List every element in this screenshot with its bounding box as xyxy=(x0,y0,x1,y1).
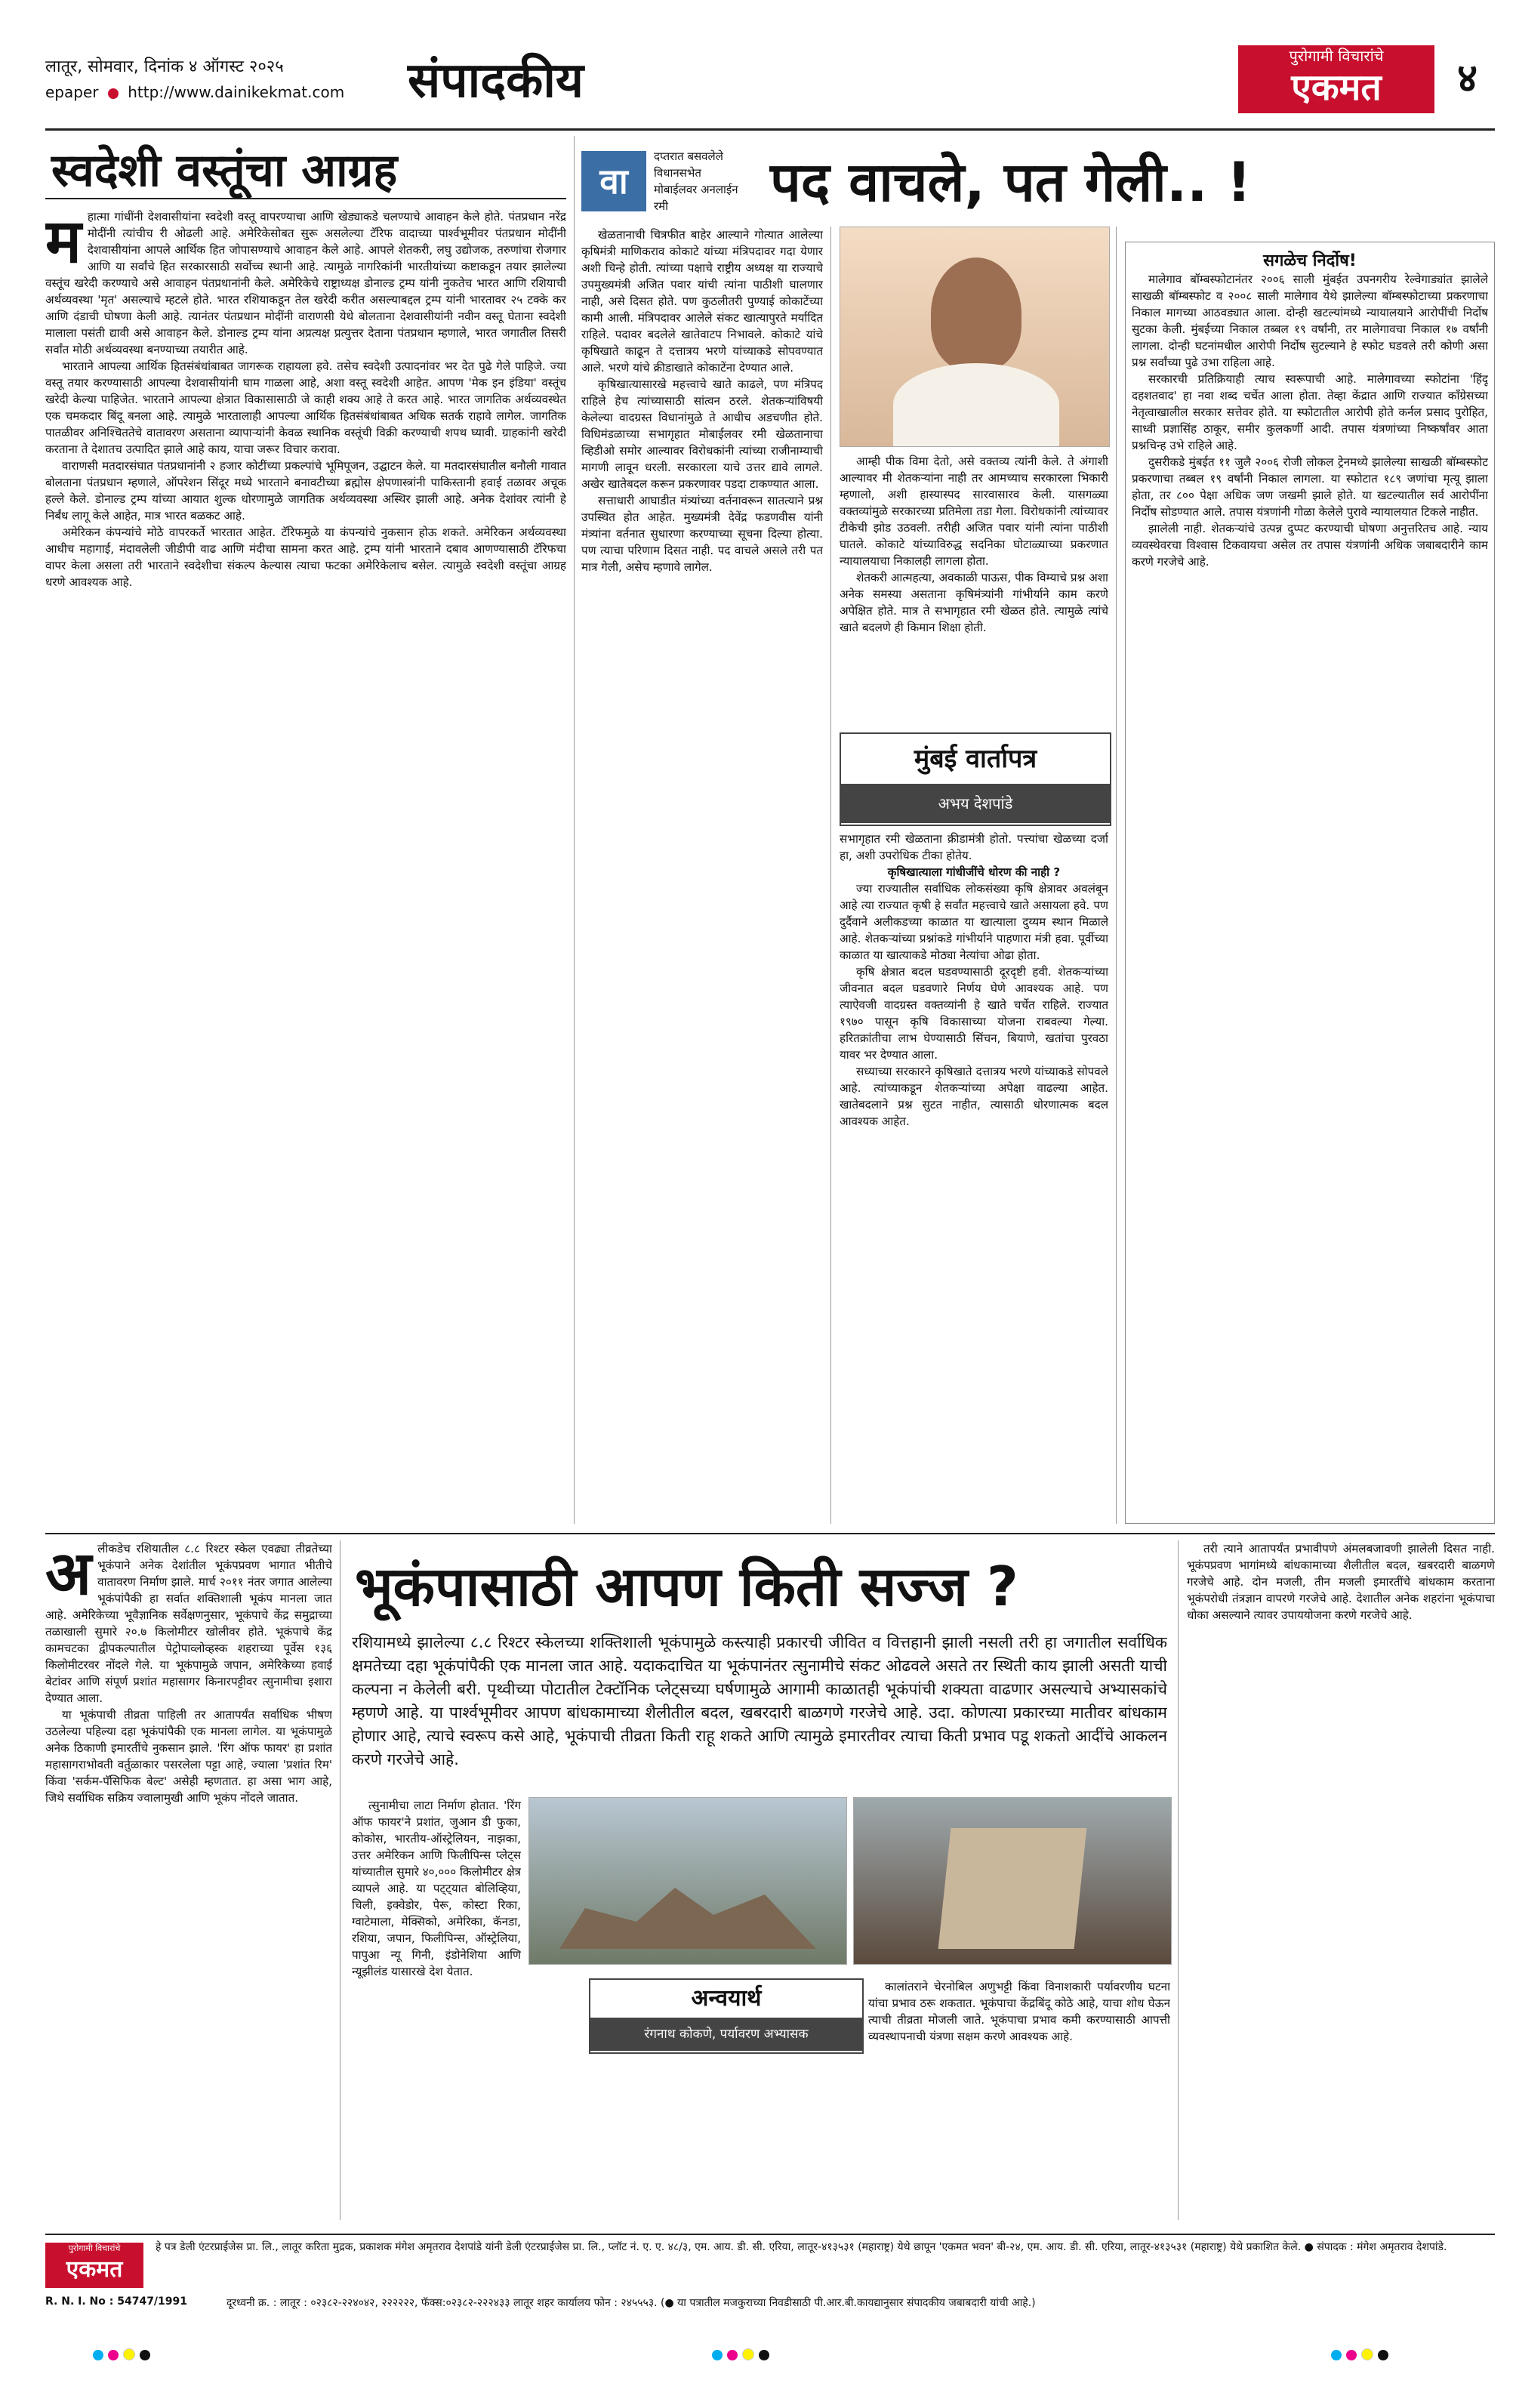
editorial2-col3 xyxy=(840,453,1108,725)
yellow-mark xyxy=(1361,2348,1373,2360)
editorial2-title: पद वाचले, पत गेली.. ! xyxy=(770,150,1252,214)
sidebar-title: सगळेच निर्दोष! xyxy=(1263,251,1357,270)
footer-rni: R. N. I. No : 54747/1991 xyxy=(45,2295,188,2308)
editorial1-title-rule xyxy=(45,198,566,199)
magenta-mark xyxy=(727,2350,738,2360)
sidebar-body xyxy=(1132,271,1488,1509)
epaper-label: epaper xyxy=(45,83,99,101)
editorial2-kicker: दप्तरात बसवलेले विधानसभेत मोबाईलवर अनलाईन रमी xyxy=(654,150,738,213)
cyan-mark xyxy=(712,2350,723,2360)
editorial2-col3-para: आम्ही पीक विमा देतो, असे वक्तव्य त्यांनी केले. ते अंगाशी आल्यावर मी शेतकऱ्यांना नाही तर आमच्याच सरकारला भिकारी म्हणालो, अशी हास्यास्पद सारवासारव केली. यासगळ्या वक्तव्यांमुळे सरकारच्या प्रतिमेला तडा गेला. विरोधकांनी त्यांच्यावर टीकेची झोड उठवली. तरीही अजित पवार यांनी त्यांना पाठीशी घातले. कोकाटे यांच्याविरुद्ध सदनिका घोटाळ्याच्या प्रकरणात न्यायालयाचा निकालही लागला होता. xyxy=(840,455,1108,568)
masthead xyxy=(45,45,1495,136)
editorial1-title: स्वदेशी वस्तूंचा आग्रह xyxy=(51,144,398,197)
brand-logo xyxy=(1238,45,1434,113)
editorial3-para: लीकडेच रशियातील ८.८ रिश्टर स्केल एवढ्या तीव्रतेच्या भूकंपाने अनेक देशांतील भूकंपप्रवण भागात भीतीचे वातावरण निर्माण झाले. मार्च २०११ नंतर जगात आलेल्या भूकंपांपैकी हा सर्वात शक्तिशाली भूकंप मानला जात आहे. अमेरिकेच्या भूवैज्ञानिक सर्वेक्षणनुसार, भूकंपाचे केंद्र समुद्राच्या तळाखाली सुमारे २०.७ किलोमीटर खोलीवर होते. भूकंपाचे केंद्र कामचटका द्वीपकल्पातील पेट्रोपाव्लोव्हस्क शहराच्या पूर्वेस १३६ किलोमीटरवर नोंदले गेले. या भूकंपामुळे जपान, अमेरिकेच्या हवाई बेटांवर आणि संपूर्ण प्रशांत महासागर किनारपट्टीवर त्सुनामीचा इशारा देण्यात आला. xyxy=(45,1542,332,1705)
column-divider xyxy=(574,136,575,1524)
yellow-mark xyxy=(742,2348,754,2360)
anvayarth-box xyxy=(589,1978,864,2054)
anvayarth-title: अन्वयार्थ xyxy=(691,1985,762,2012)
editorial1-para: अमेरिकन कंपन्यांचे मोठे वापरकर्ते भारतात आहेत. टॅरिफमुळे या कंपन्यांचे नुकसान होऊ शकते. अमेरिकन अर्थव्यवस्था आधीच महागाई, मंदावलेली जीडीपी वाढ आणि मंदीचा सामना करत आहे. ट्रम्प यांनी भारताने दबाव आणण्यासाठी टॅरिफचा वापर केला असला तरी भारताने स्वदेशीचा संकल्प केल्यास त्याचा फटका अमेरिकेलाच बसेल. त्यामुळे स्वदेशी वस्तूंचा आग्रह धरणे आवश्यक आहे. xyxy=(45,526,566,589)
black-mark xyxy=(759,2350,769,2360)
rubble-shape xyxy=(559,1881,816,1949)
masthead-rule xyxy=(45,128,1495,131)
editorial3-dropcap: अ xyxy=(45,1540,92,1608)
section-title: संपादकीय xyxy=(408,53,584,109)
editorial1-body xyxy=(45,208,566,1524)
editorial2-para: खेळतानाची चित्रफीत बाहेर आल्याने गोत्यात आलेल्या कृषिमंत्री माणिकराव कोकाटे यांच्या मंत्रिपदावर गदा येणार अशी चिन्हे होती. त्यांच्या पक्षाचे राष्ट्रीय अध्यक्ष या राज्याचे उपमुख्यमंत्री अजित पवार यांची त्यांना पाठीशी घालणार नाही, असे दिसत होते. पण कुठलीतरी पुण्याई कोकाटेंच्या कामी आली. मंत्रिपदावर आलेले संकट खात्यापुरते मर्यादित राहिले. पदावर बदलेले खातेवाटप निभावले. कोकाटे यांचे कृषिखाते काढून ते दत्तात्रय भरणे यांच्याकडे सोपवण्यात आले. भरणे यांचे क्रीडाखाते कोकाटेंना देण्यात आले. xyxy=(581,228,823,375)
black-mark xyxy=(1378,2350,1388,2360)
column-divider xyxy=(1116,227,1117,1524)
yellow-mark xyxy=(123,2348,135,2360)
editorial3-para: त्सुनामीचा लाटा निर्माण होतात. 'रिंग ऑफ फायर'ने प्रशांत, जुआन डी फुका, कोकोस, भारतीय-ऑस्ट्रेलियन, नाझका, उत्तर अमेरिकन आणि फिलीपिन्स प्लेट्स यांच्यातील सुमारे ४०,००० किलोमीटर क्षेत्र व्यापले आहे. या पट्ट्यात बोलिव्हिया, चिली, इक्वेडोर, पेरू, कोस्टा रिका, ग्वाटेमाला, मेक्सिको, अमेरिका, कॅनडा, रशिया, जपान, फिलीपिन्स, ऑस्ट्रेलिया, पापुआ न्यू गिनी, इंडोनेशिया आणि न्यूझीलंड यासारखे देश येतात. xyxy=(352,1799,521,1978)
footer-rule xyxy=(45,2234,1495,2235)
column-divider xyxy=(830,227,831,1524)
mumbai-para: ज्या राज्यातील सर्वाधिक लोकसंख्या कृषि क्षेत्रावर अवलंबून आहे त्या राज्यात कृषी हे सर्वांत महत्त्वाचे खाते असायला हवे. पण दुर्दैवाने अलीकडच्या काळात या खात्याला दुय्यम स्थान मिळाले आहे. शेतकऱ्यांच्या प्रश्नांकडे गांभीर्याने पाहणारा मंत्री हवा. पूर्वीच्या काळात या खात्याकडे मोठ्या नेत्यांचा ओढा होता. xyxy=(840,882,1108,962)
footer-logo-name: एकमत xyxy=(66,2256,123,2283)
minister-photo xyxy=(840,227,1110,447)
magenta-mark xyxy=(108,2350,119,2360)
globe-icon xyxy=(108,88,119,99)
cyan-mark xyxy=(93,2350,103,2360)
editorial1-para: भारताने आपल्या आर्थिक हितसंबंधांबाबत जागरूक राहायला हवे. तसेच स्वदेशी उत्पादनांवर भर देत पुढे गेले पाहिजे. ज्या वस्तू तयार करण्यासाठी आपल्या देशवासीयांनी घाम गाळला आहे, अशा वस्तू स्वदेशी आहेत. आपण 'मेक इन इंडिया' वस्तूंच खरेदी केल्या पाहिजेत. भारताने आपल्या क्षेत्रात विकासासाठी जे काही शक्य आहे ते करत आहे. भारत जागतिक अर्थव्यवस्थेत एक चमकदार बिंदू बनला आहे. त्यामुळे भारतालाही आपल्या आर्थिक हितसंबंधांबाबत अधिक सतर्क राहावे लागेल. जागतिक पातळीवर अनिश्चिततेचे वातावरण असताना व्यापाऱ्यांनी केवळ स्थानिक वस्तूंची विक्री करण्याची शपथ घ्यावी. ग्राहकांनी खरेदी करताना ते देशातच उत्पादित झाले आहे काय, याचा जरूर विचार करावा. xyxy=(45,359,566,456)
mumbai-para: कृषि क्षेत्रात बदल घडवण्यासाठी दूरदृष्टी हवी. शेतकऱ्यांच्या जीवनात बदल घडवणारे निर्णय घेणे आवश्यक आहे. पण त्याऐवजी वादग्रस्त वक्तव्यांनी हे खाते चर्चेत राहिले. राज्यात १९७० पासून कृषि विकासाच्या योजना राबवल्या गेल्या. हरितक्रांतीचा लाभ घेण्यासाठी सिंचन, बियाणे, खतांचा पुरवठा यावर भर देण्यात आला. xyxy=(840,965,1108,1062)
website-link[interactable]: http://www.dainikekmat.com xyxy=(128,83,345,101)
shirt-shape xyxy=(893,363,1059,446)
building-shape xyxy=(938,1828,1087,1949)
cyan-mark xyxy=(1331,2350,1342,2360)
sidebar-para: मालेगाव बॉम्बस्फोटानंतर २००६ साली मुंबईत उपनगरीय रेल्वेगाड्यांत झालेले साखळी बॉम्बस्फोट व २००८ साली मालेगाव येथे झालेल्या बॉम्बस्फोटाच्या प्रकरणाचा निकाल मागच्या आठवड्यात आला. दोन्ही खटल्यांमध्ये न्यायालयाने आरोपींची निर्दोष सुटका केली. मुंबईच्या निकाल तब्बल १९ वर्षांनी, तर मालेगावचा निकाल १७ वर्षांनी लागला. दोन्ही घटनांमधील आरोपी निर्दोष सुटल्याने हे स्फोट घडवले तरी कोणी असा प्रश्न सर्वांच्या पुढे उभा राहिला आहे. xyxy=(1132,273,1488,369)
registration-marks-right xyxy=(1329,2348,1391,2363)
section-rule xyxy=(45,1533,1495,1534)
footer-logo-tag: पुरोगामी विचारांचे xyxy=(68,2243,121,2253)
editorial3-lead: रशियामध्ये झालेल्या ८.८ रिश्टर स्केलच्या शक्तिशाली भूकंपामुळे कस्त्याही प्रकारची जीवित व वित्तहानी झाली नसली तरी हा जगातील सर्वाधिक क्षमतेच्या दहा भूकंपांपैकी एक मानला जात आहे. यदाकदाचित या भूकंपानंतर त्सुनामीचे संकट ओढवले असते तर स्थिती काय झाली असती याची कल्पना न केलेली बरी. पृथ्वीच्या पोटातील टेक्टॉनिक प्लेट्सच्या घर्षणामुळे आगामी काळातही भूकंपांची शक्यता वाढणार असल्याचे अभ्यासकांचे म्हणणे आहे. या पार्श्वभूमीवर आपण बांधकामाच्या शैलीतील बदल, खबरदारी बाळगणे गरजेचे आहे. उदा. कोणत्या प्रकारच्या मातीवर बांधकाम होणार आहे, त्याचे स्वरूप कसे आहे, भूकंपाची तीव्रता किती राहू शकते आणि त्यामुळे इमारतीवर त्याचा किती प्रभाव पडू शकतो आदींचे आकलन करणे गरजेचे आहे. xyxy=(352,1633,1167,1768)
black-mark xyxy=(140,2350,150,2360)
quake-photo-right xyxy=(853,1797,1172,1965)
footer-imprint: हे पत्र डेली एंटरप्राईजेस प्रा. लि., लातूर करिता मुद्रक, प्रकाशक मंगेश अमृतराव देशपांडे यांनी डेली एंटरप्राईजेस प्रा. लि., प्लॉट नं. ए. ए. ४८/३, एम. आय. डी. सी. एरिया, लातूर-४१३५३१ (महाराष्ट्र) येथे छापून 'एकमत भवन' बी-२४, एम. आय. डी. सी. एरिया, लातूर-४१३५३१ (महाराष्ट्र) येथे प्रकाशित केले. ● संपादक : मंगेश अमृतराव देशपांडे. xyxy=(156,2241,1447,2253)
mumbai-column-author: अभय देशपांडे xyxy=(841,784,1110,823)
page-number: ४ xyxy=(1457,56,1478,101)
quake-photo-left xyxy=(528,1797,847,1965)
registration-marks-center xyxy=(710,2348,772,2363)
sidebar-malegaon xyxy=(1125,242,1495,1524)
editorial3-mid xyxy=(352,1797,521,2220)
registration-marks-left xyxy=(91,2348,153,2363)
mumbai-lead: सभागृहात रमी खेळताना क्रीडामंत्री होतो. पत्त्यांचा खेळच्या दर्जा हा, अशी उपरोधिक टीका होतेय. xyxy=(840,832,1108,862)
editorial2-para: कृषिखात्यासारखे महत्त्वाचे खाते काढले, पण मंत्रिपद राहिले हेच त्यांच्यासाठी सांत्वन ठरले. शेतकऱ्यांविषयी केलेल्या वादग्रस्त विधानांमुळे ते आधीच अडचणीत होते. विधिमंडळाच्या सभागृहात मोबाईलवर रमी खेळतानाचा व्हिडीओ समोर आल्यावर विरोधकांनी त्यांच्या राजीनाम्याची मागणी लावून धरली. सरकारला याचे उत्तर द्यावे लागले. अखेर खातेबदल करून प्रकरणावर पडदा टाकण्यात आला. xyxy=(581,378,823,491)
mumbai-column-box xyxy=(840,732,1111,826)
anvayarth-author: रंगनाथ कोकणे, पर्यावरण अभ्यासक xyxy=(590,2018,862,2051)
sidebar-para: झालेली नाही. शेतकऱ्यांचे उत्पन्न दुप्पट करण्याची घोषणा अनुत्तरितच आहे. न्याय व्यवस्थेवरचा विश्वास टिकवायचा असेल तर तपास यंत्रणांनी अधिक जबाबदारीने काम करणे गरजेचे आहे. xyxy=(1132,522,1488,569)
dateline: लातूर, सोमवार, दिनांक ४ ऑगस्ट २०२५ xyxy=(45,57,284,76)
sidebar-para: दुसरीकडे मुंबईत ११ जुलै २००६ रोजी लोकल ट्रेनमध्ये झालेल्या साखळी बॉम्बस्फोट प्रकरणाचा तब्बल १९ वर्षांनी निकाल लागला. या स्फोटात १८९ जणांचा मृत्यू झाला होता, तर ८०० पेक्षा अधिक जण जखमी झाले होते. या खटल्यातील सर्व आरोपींना निर्दोष सोडण्यात आले. तपास यंत्रणांनी गोळा केलेले पुरावे न्यायालयात टिकले नाहीत. xyxy=(1132,455,1488,519)
editorial3-para: या भूकंपाची तीव्रता पाहिली तर आतापर्यंत सर्वाधिक भीषण उठलेल्या पहिल्या दहा भूकंपांपैकी एक मानला लागेल. या भूकंपामुळे अनेक ठिकाणी इमारतींचे नुकसान झाले. 'रिंग ऑफ फायर' हा प्रशांत महासागराभोवती वर्तुळाकार पसरलेला पट्टा आहे, ज्याला 'प्रशांत रिम' किंवा 'सर्कम-पॅसिफिक बेल्ट' असेही म्हणतात. हा असा भाग आहे, जिथे सर्वाधिक सक्रिय ज्वालामुखी आणि भूकंप नोंदले जातात. xyxy=(45,1708,332,1805)
mumbai-column-title: मुंबई वार्तापत्र xyxy=(914,744,1037,774)
magenta-mark xyxy=(1346,2350,1357,2360)
epaper-line xyxy=(45,83,344,101)
editorial2-para: सत्ताधारी आघाडीत मंत्र्यांच्या वर्तनावरून सातत्याने प्रश्न उपस्थित होत आहेत. मुख्यमंत्री देवेंद्र फडणवीस यांनी मंत्र्यांना वर्तनात सुधारणा करण्याच्या सूचना दिल्या होत्या. पण त्याचा परिणाम दिसत नाही. पद वाचले असले तरी पत मात्र गेली, असेच म्हणावे लागेल. xyxy=(581,494,823,574)
editorial2-col3-para: शेतकरी आत्महत्या, अवकाळी पाऊस, पीक विम्याचे प्रश्न अशा अनेक समस्या असताना कृषिमंत्र्यांनी गांभीर्याने काम करणे अपेक्षित होते. मात्र ते सभागृहात रमी खेळत होते. त्यामुळे त्यांचे खाते बदलणे ही किमान शिक्षा होती. xyxy=(840,571,1108,634)
editorial2-col1 xyxy=(581,227,823,1524)
editorial1-dropcap: म xyxy=(45,208,82,276)
brand-tagline: पुरोगामी विचारांचे xyxy=(1289,47,1384,65)
sidebar-para: सरकारची प्रतिक्रियाही त्याच स्वरूपाची आहे. मालेगावच्या स्फोटांना 'हिंदू दहशतवाद' हा नवा शब्द चर्चेत आला होता. तेव्हा केंद्रात आणि राज्यात काँग्रेसच्या नेतृत्वाखालील सरकार सत्तेवर होते. या स्फोटातील आरोपी होते कर्नल प्रसाद पुरोहित, साध्वी प्रज्ञासिंह ठाकूर, समीर कुलकर्णी आदी. तपास यंत्रणांच्या निष्कर्षांवर आता प्रश्नचिन्ह उभे राहिले आहे. xyxy=(1132,372,1488,452)
column-divider xyxy=(1178,1540,1179,2220)
editorial3-left xyxy=(45,1540,332,2220)
editorial3-para: तरी त्याने आतापर्यंत प्रभावीपणे अंमलबजावणी झालेली दिसत नाही. भूकंपप्रवण भागांमध्ये बांधकामाच्या शैलीतील बदल, खबरदारी बाळगणे गरजेचे आहे. दोन मजली, तीन मजली इमारतींचे बांधकाम करताना भूकंपरोधी तंत्रज्ञान वापरणे गरजेचे आहे. देशातील अनेक शहरांना भूकंपाचा धोका असल्याने त्यावर उपाययोजना करणे गरजेचे आहे. xyxy=(1187,1542,1495,1622)
editorial3-para: कालांतराने चेरनोबिल अणुभट्टी किंवा विनाशकारी पर्यावरणीय घटना यांचा प्रभाव ठरू शकतात. भूकंपाचा केंद्रबिंदू कोठे आहे, याचा शोध घेऊन त्याची तीव्रता मोजली जाते. भूकंपाचा प्रभाव कमी करण्यासाठी आपत्ती व्यवस्थापनाची यंत्रणा सक्षम करणे आवश्यक आहे. xyxy=(868,1980,1170,2043)
editorial3-far-right xyxy=(1187,1540,1495,2220)
footer-contacts: दूरध्वनी क्र. : लातूर : ०२३८२-२२४०४२, २२२२२२, फॅक्स:०२३८२-२२२४३३ लातूर शहर कार्यालय फोन : २४५५५३. (● या पत्रातील मजकुराच्या निवडीसाठी पी.आर.बी.कायद्यानुसार संपादकीय जबाबदारी यांची आहे.) xyxy=(226,2297,1036,2309)
mumbai-column-body xyxy=(840,831,1108,1524)
mumbai-para: सध्याच्या सरकारने कृषिखाते दत्तात्रय भरणे यांच्याकडे सोपवले आहे. त्यांच्याकडून शेतकऱ्यांच्या अपेक्षा वाढल्या आहेत. खातेबदलाने प्रश्न सुटत नाहीत, त्यासाठी धोरणात्मक बदल आवश्यक आहेत. xyxy=(840,1065,1108,1128)
mumbai-subhead: कृषिखात्याला गांधीजींचे धोरण की नाही ? xyxy=(887,865,1061,879)
editorial1-para: वाराणसी मतदारसंघात पंतप्रधानांनी २ हजार कोटींच्या प्रकल्पांचे भूमिपूजन, उद्घाटन केले. या मतदारसंघातील बनौली गावात बोलताना पंतप्रधान म्हणाले, ऑपरेशन सिंदूर मध्ये भारताने बनावटीच्या ब्रह्मोस क्षेपणास्त्रांनी पाकिस्तानी हवाई तळावर अचूक हल्ले केले. डोनाल्ड ट्रम्प यांच्या आयात शुल्क धोरणामुळे जागतिक अर्थव्यवस्था अस्थिर झाली आहे. अनेक देशांवर त्यांनी हे निर्बंध लागू केले आहेत, मात्र भारत बळकट आहे. xyxy=(45,459,566,523)
brand-name: एकमत xyxy=(1291,66,1382,109)
editorial3-title: भूकंपासाठी आपण किती सज्ज ? xyxy=(355,1555,1018,1618)
portrait-silhouette xyxy=(931,257,1021,371)
footer-logo xyxy=(45,2243,143,2288)
editorial3-right xyxy=(868,1978,1170,2220)
editorial1-para: हात्मा गांधींनी देशवासीयांना स्वदेशी वस्तू वापरण्याचा आणि खेड्याकडे चलण्याचे आवाहन केले होते. पंतप्रधान नरेंद्र मोदींनी त्यांचीच री ओढली आहे. अमेरिकेसोबत सुरू असलेल्या टॅरिफ वादाच्या पार्श्वभूमीवर पंतप्रधान मोदींनी देशवासीयांना आपले आर्थिक हित जोपासण्याचे आवाहन केले आहे. आपले शेतकरी, लघु उद्योजक, तरुणांचा रोजगार आणि या सर्वांचे हित सरकारसाठी सर्वोच्च स्थानी आहे. त्यामुळे नागरिकांनी भारतीयांच्या कष्टाकडून तयार झालेल्या वस्तूंच खरेदी करण्याचे असे आवाहन पंतप्रधानांनी केले. अमेरिकेचे राष्ट्राध्यक्ष डोनाल्ड ट्रम्प यांनी नुकतेच भारत आणि रशियाची अर्थव्यवस्था 'मृत' असल्याचे म्हटले होते. भारत रशियाकडून तेल खरेदी करीत असल्याबद्दल ट्रम्प यांनी भारतावर २५ टक्के कर आणि दंडाची घोषणा केली आहे. त्यानंतर पंतप्रधान मोदींनी वाराणसी येथे बोलताना देशवासीयांनी नवीन वस्तू घेताना स्वदेशी मालाला पसंती द्यावी असे आवाहन केले. डोनाल्ड ट्रम्प यांना अप्रत्यक्ष प्रत्युत्तर देताना पंतप्रधान म्हणाले, भारत जगातील तिसरी सर्वांत मोठी अर्थव्यवस्था बनण्याच्या तयारीत आहे. xyxy=(45,210,566,356)
editorial2-label: वा xyxy=(581,151,646,211)
